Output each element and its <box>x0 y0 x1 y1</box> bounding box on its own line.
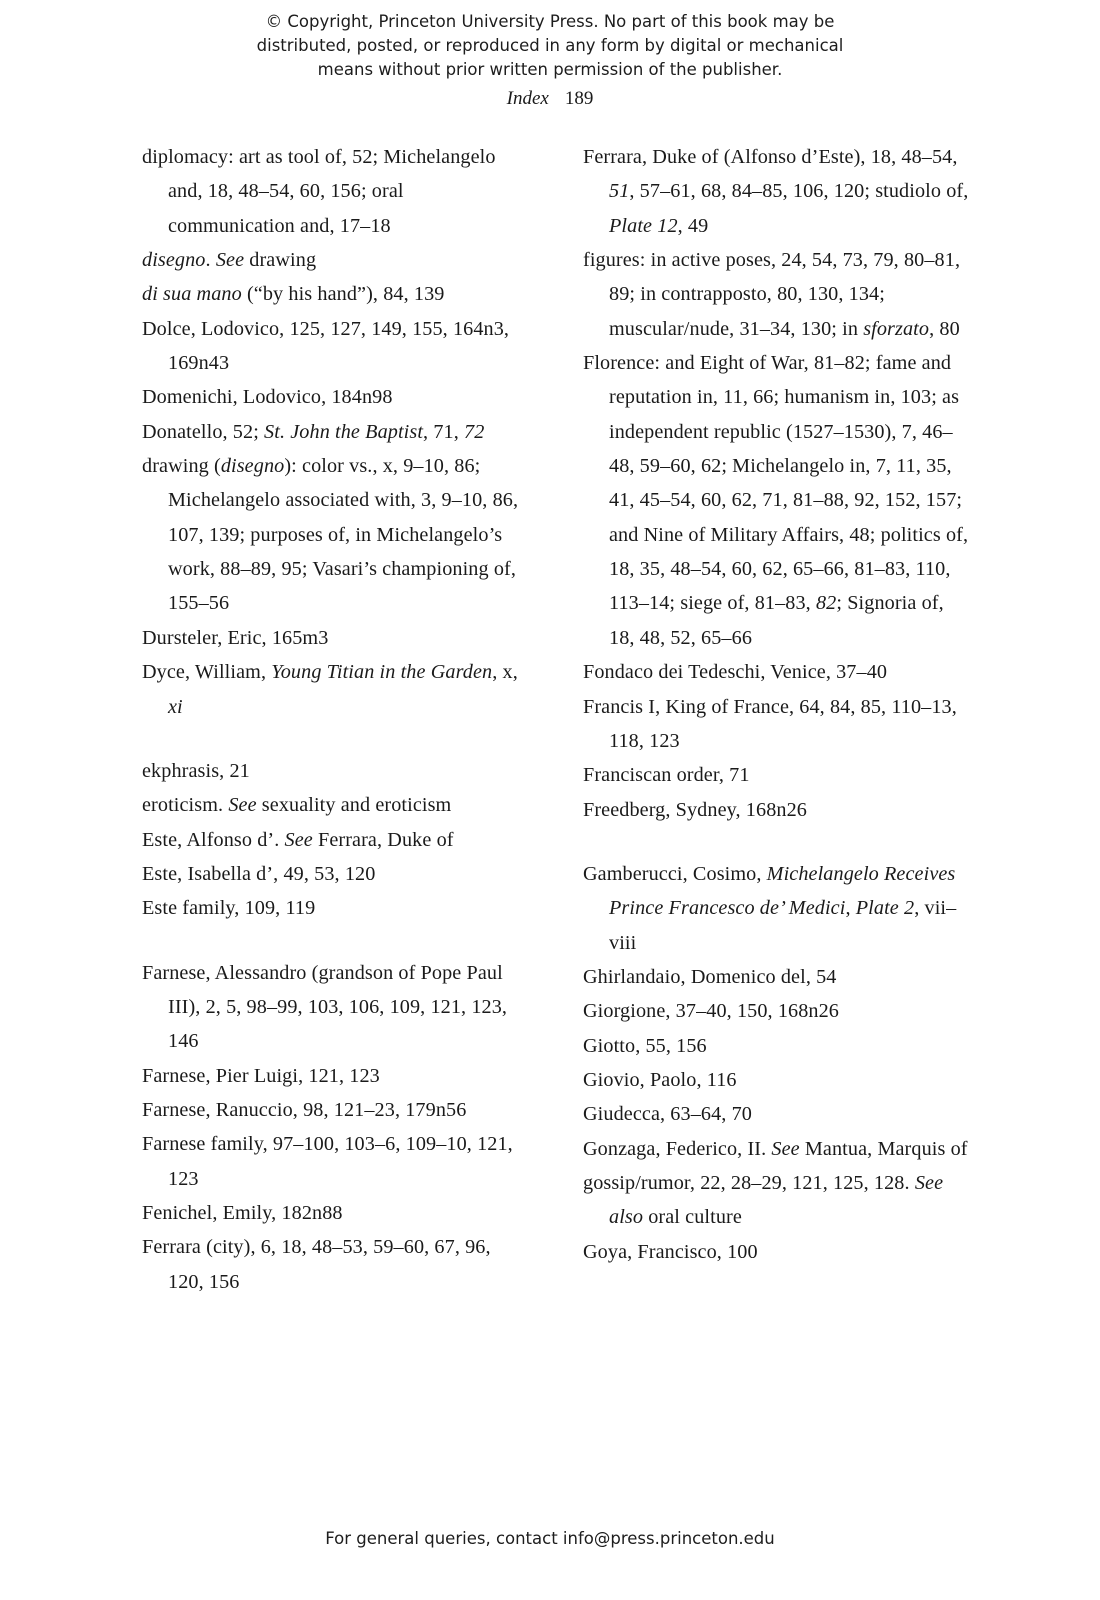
index-entry: Gamberucci, Cosimo, Michelangelo Receives Prince Francesco de’ Medici, Plate 2, vii–viii <box>583 862 957 954</box>
index-entry: Freedberg, Sydney, 168n26 <box>583 798 807 821</box>
index-entry: Dolce, Lodovico, 125, 127, 149, 155, 164n3, 169n43 <box>142 317 510 375</box>
index-entry: Este, Isabella d’, 49, 53, 120 <box>142 862 376 885</box>
index-column-right <box>583 140 972 1299</box>
running-head <box>0 88 1100 110</box>
index-columns <box>142 140 972 1299</box>
index-entry: Florence: and Eight of War, 81–82; fame and reputation in, 11, 66; humanism in, 103; as independent republic (1527–1530), 7, 46–48, 59–60, 62; Michelangelo in, 7, 11, 35, 41, 45–54, 60, 62, 71, 81–88, 92, 152, 157; and Nine of Military Affairs, 48; politics of, 18, 35, 48–54, 60, 62, 65–66, 81–83, 110, 113–14; siege of, 81–83, 82; Signoria of, 18, 48, 52, 65–66 <box>583 352 969 649</box>
index-entry: gossip/rumor, 22, 28–29, 121, 125, 128. See also oral culture <box>583 1171 944 1229</box>
index-entry: Farnese family, 97–100, 103–6, 109–10, 121, 123 <box>142 1133 513 1190</box>
index-group-separator <box>583 827 972 857</box>
index-entry: Este, Alfonso d’. See Ferrara, Duke of <box>142 828 454 851</box>
index-entry: Ferrara (city), 6, 18, 48–53, 59–60, 67, 96, 120, 156 <box>142 1236 491 1293</box>
index-entry: drawing (disegno): color vs., x, 9–10, 86; Michelangelo associated with, 3, 9–10, 86, 107, 139; purposes of, in Michelangelo’s work, 88–89, 95; Vasari’s championing of, 155–56 <box>142 455 519 615</box>
index-entry: diplomacy: art as tool of, 52; Michelangelo and, 18, 48–54, 60, 156; oral communication and, 17–18 <box>142 146 496 237</box>
index-entry: di sua mano (“by his hand”), 84, 139 <box>142 283 445 306</box>
index-group-separator <box>142 724 531 754</box>
index-entry: Ferrara, Duke of (Alfonso d’Este), 18, 48–54, 51, 57–61, 68, 84–85, 106, 120; studiolo of, Plate 12, 49 <box>583 146 969 237</box>
index-column-left <box>142 140 531 1299</box>
footer-queries-text: For general queries, contact info@press.princeton.edu <box>325 1529 775 1548</box>
index-entry: Giotto, 55, 156 <box>583 1034 707 1057</box>
index-entry: Dyce, William, Young Titian in the Garden, x, xi <box>142 661 518 718</box>
copyright-line-3: means without prior written permission of the publisher. <box>317 59 783 79</box>
index-entry: eroticism. See sexuality and eroticism <box>142 794 452 817</box>
index-entry: Fenichel, Emily, 182n88 <box>142 1201 343 1224</box>
index-entry: Farnese, Alessandro (grandson of Pope Paul III), 2, 5, 98–99, 103, 106, 109, 121, 123, 146 <box>142 961 508 1053</box>
index-entry: Farnese, Pier Luigi, 121, 123 <box>142 1064 380 1087</box>
index-entry: Domenichi, Lodovico, 184n98 <box>142 386 393 409</box>
index-entry: Franciscan order, 71 <box>583 764 750 787</box>
copyright-notice <box>0 10 1100 82</box>
copyright-line-2: distributed, posted, or reproduced in any form by digital or mechanical <box>256 35 844 55</box>
index-entry: Dursteler, Eric, 165m3 <box>142 626 329 649</box>
index-entry: Giovio, Paolo, 116 <box>583 1068 737 1091</box>
index-entry: Donatello, 52; St. John the Baptist, 71, 72 <box>142 420 485 443</box>
index-group-separator <box>142 926 531 956</box>
index-entry: Giorgione, 37–40, 150, 168n26 <box>583 1000 839 1023</box>
index-entry: Ghirlandaio, Domenico del, 54 <box>583 965 837 988</box>
index-entry: Goya, Francisco, 100 <box>583 1240 758 1263</box>
index-entry: Farnese, Ranuccio, 98, 121–23, 179n56 <box>142 1098 467 1121</box>
running-head-label: Index <box>506 88 549 109</box>
index-entry: figures: in active poses, 24, 54, 73, 79, 80–81, 89; in contrapposto, 80, 130, 134; muscular/nude, 31–34, 130; in sforzato, 80 <box>583 249 961 340</box>
page-number: 189 <box>564 88 594 109</box>
index-entry: Francis I, King of France, 64, 84, 85, 110–13, 118, 123 <box>583 695 957 752</box>
index-entry: Giudecca, 63–64, 70 <box>583 1103 752 1126</box>
copyright-line-1: © Copyright, Princeton University Press. No part of this book may be <box>265 12 835 31</box>
index-entry: Este family, 109, 119 <box>142 897 316 920</box>
index-entry: Gonzaga, Federico, II. See Mantua, Marquis of <box>583 1137 968 1160</box>
index-entry: disegno. See drawing <box>142 249 317 272</box>
index-entry: ekphrasis, 21 <box>142 759 250 782</box>
index-entry: Fondaco dei Tedeschi, Venice, 37–40 <box>583 661 888 684</box>
